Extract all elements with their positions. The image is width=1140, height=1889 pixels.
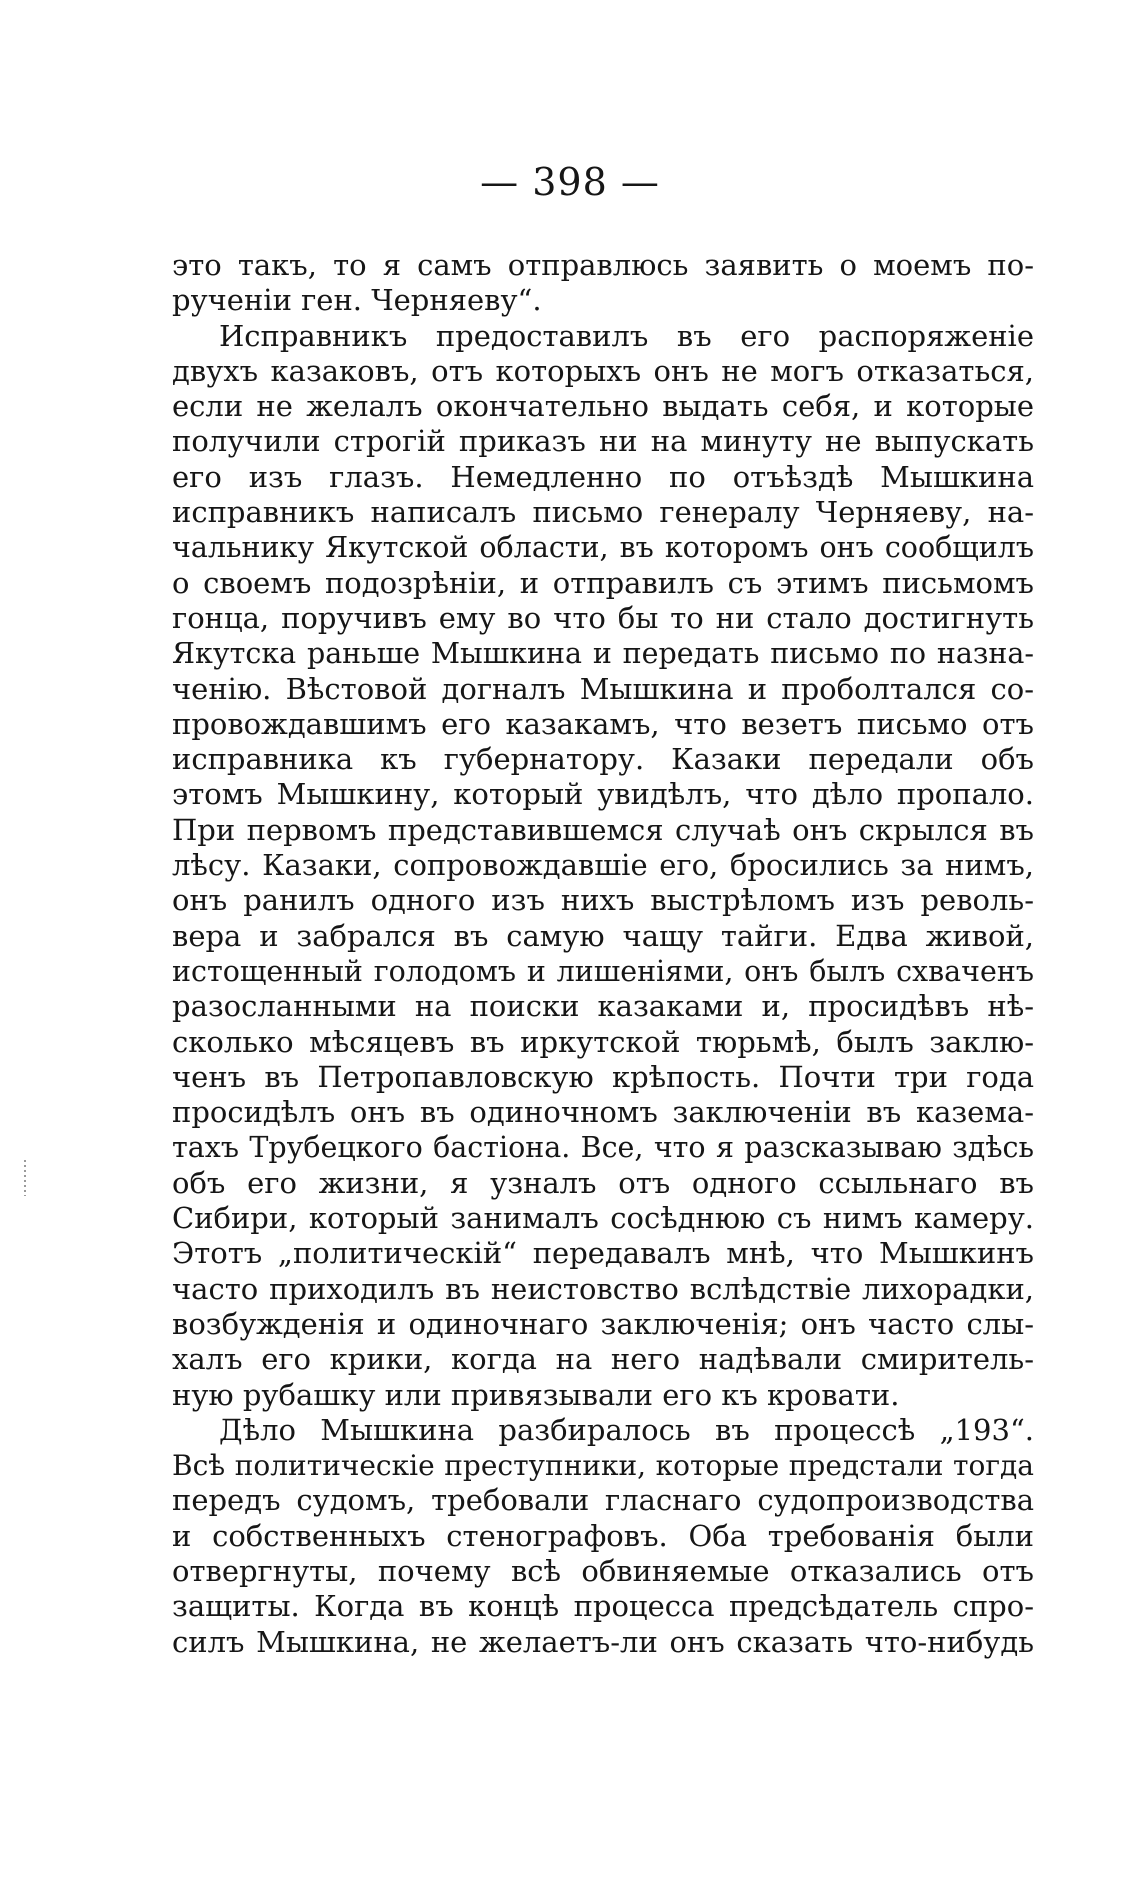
text-line: Этотъ „политическій“ передавалъ мнѣ, что Мышкинъ — [172, 1236, 1034, 1271]
text-line: чальнику Якутской области, въ которомъ онъ сообщилъ — [172, 531, 1034, 565]
page-number: — 398 — — [480, 160, 660, 204]
text-line: гонца, поручивъ ему во что бы то ни стало достигнуть — [172, 600, 1034, 635]
text-line: ченъ въ Петропавловскую крѣпость. Почти три года — [172, 1059, 1034, 1094]
text-line: передъ судомъ, требовали гласнаго судопроизводства — [172, 1483, 1034, 1518]
text-line: просидѣлъ онъ въ одиночномъ заключеніи въ казема- — [172, 1095, 1034, 1130]
text-line: тахъ Трубецкого бастіона. Все, что я разсказываю здѣсь — [172, 1131, 1034, 1165]
text-line: его изъ глазъ. Немедленно по отъѣздѣ Мышкина — [172, 459, 1034, 494]
text-line: Сибири, который занималъ сосѣднюю съ нимъ камеру. — [172, 1201, 1034, 1236]
text-line: рученіи ген. Черняеву“. — [172, 283, 542, 318]
text-line: это такъ, то я самъ отправлюсь заявить о моемъ по- — [172, 248, 1034, 282]
margin-mark — [24, 1160, 26, 1196]
text-line: этомъ Мышкину, который увидѣлъ, что дѣло пропало. — [172, 777, 1034, 812]
text-line: объ его жизни, я узналъ отъ одного ссыльнаго въ — [172, 1165, 1034, 1200]
text-line: онъ ранилъ одного изъ нихъ выстрѣломъ изъ револь- — [172, 883, 1034, 918]
text-line: ную рубашку или привязывали его къ кровати. — [172, 1377, 900, 1412]
text-line: защиты. Когда въ концѣ процесса предсѣдатель спро- — [172, 1589, 1034, 1624]
text-line: получили строгій приказъ ни на минуту не выпускать — [172, 424, 1034, 459]
text-line: лѣсу. Казаки, сопровождавшіе его, бросились за нимъ, — [172, 848, 1034, 883]
text-line: вера и забрался въ самую чащу тайги. Едва живой, — [172, 918, 1034, 953]
text-line: истощенный голодомъ и лишеніями, онъ былъ схваченъ — [172, 954, 1034, 988]
text-line: халъ его крики, когда на него надѣвали смиритель- — [172, 1342, 1034, 1377]
text-line: двухъ казаковъ, отъ которыхъ онъ не могъ отказаться, — [172, 353, 1034, 388]
text-line: Дѣло Мышкина разбиралось въ процессѣ „193“. — [219, 1412, 1034, 1447]
text-line: разосланными на поиски казаками и, просидѣвъ нѣ- — [172, 989, 1034, 1024]
text-line: Якутска раньше Мышкина и передать письмо по назна- — [172, 637, 1034, 671]
text-line: отвергнуты, почему всѣ обвиняемые отказались отъ — [172, 1553, 1034, 1588]
text-line: возбужденія и одиночнаго заключенія; онъ часто слы- — [172, 1306, 1034, 1341]
text-line: исправникъ написалъ письмо генералу Черняеву, на- — [172, 495, 1034, 530]
text-line: о своемъ подозрѣніи, и отправилъ съ этимъ письмомъ — [172, 565, 1034, 600]
text-line: Всѣ политическіе преступники, которые предстали тогда — [172, 1449, 1034, 1483]
text-line: часто приходилъ въ неистовство вслѣдствіе лихорадки, — [172, 1271, 1034, 1306]
text-line: сколько мѣсяцевъ въ иркутской тюрьмѣ, былъ заклю- — [172, 1024, 1034, 1059]
body-text — [172, 248, 1034, 1660]
text-line: силъ Мышкина, не желаетъ-ли онъ сказать что-нибудь — [172, 1624, 1034, 1659]
text-line: и собственныхъ стенографовъ. Оба требованія были — [172, 1518, 1034, 1553]
text-line: Исправникъ предоставилъ въ его распоряженіе — [219, 318, 1034, 353]
text-line: исправника къ губернатору. Казаки передали объ — [172, 742, 1034, 777]
text-line: провождавшимъ его казакамъ, что везетъ письмо отъ — [172, 706, 1034, 741]
text-line: ченію. Вѣстовой догналъ Мышкина и проболтался со- — [172, 671, 1034, 706]
text-line: если не желалъ окончательно выдать себя, и которые — [172, 389, 1034, 424]
text-line: При первомъ представившемся случаѣ онъ скрылся въ — [172, 812, 1034, 847]
